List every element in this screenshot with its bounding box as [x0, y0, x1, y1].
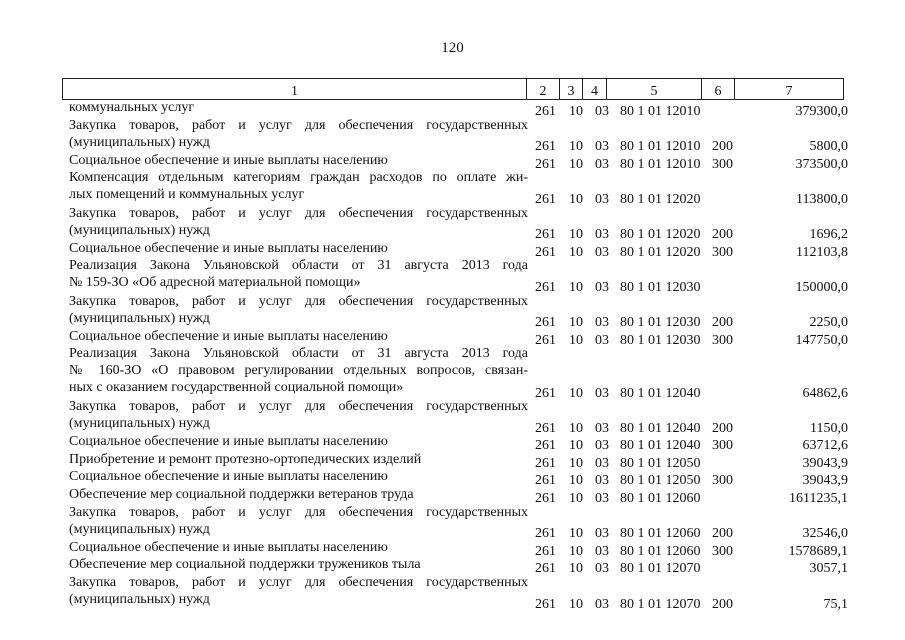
amount-cell: 1696,2 [809, 227, 848, 243]
row-description-line: ных с оказанием государственной социальной помощи» [69, 380, 404, 396]
row-description [69, 539, 528, 556]
target-article-cell: 80 1 01 12010 [620, 104, 701, 119]
row-description-line: Закупка товаров, работ и услуг для обеспечения государственных [69, 117, 528, 133]
section-code-cell: 10 [569, 104, 583, 119]
budget-code-cell: 261 [535, 104, 556, 119]
column-header-row [62, 78, 844, 100]
table-row [0, 486, 905, 507]
subsection-code-cell: 03 [595, 191, 609, 207]
section-code-cell: 10 [569, 191, 583, 207]
row-description [69, 240, 528, 257]
row-description-line: Реализация Закона Ульяновской области от 31 августа 2013 года [69, 258, 528, 274]
subsection-code-cell: 03 [595, 279, 609, 295]
amount-cell: 1150,0 [810, 420, 848, 436]
subsection-code-cell: 03 [595, 473, 609, 489]
subsection-code-cell: 03 [595, 315, 609, 331]
row-description [69, 117, 528, 151]
row-description-line: (муниципальных) нужд [69, 134, 210, 150]
column-header-6: 6 [702, 79, 735, 100]
budget-code-cell: 261 [535, 227, 556, 243]
table-row [0, 451, 905, 469]
expense-type-cell: 200 [712, 139, 733, 155]
table-row [0, 433, 905, 454]
expense-type-cell: 300 [712, 473, 733, 489]
row-description [69, 293, 528, 327]
table-row [0, 574, 905, 612]
expense-type-cell: 300 [712, 543, 733, 559]
row-description [69, 99, 528, 116]
column-header-1: 1 [63, 79, 527, 100]
row-description-line: Компенсация отдельным категориям граждан расходов по оплате жи- [69, 170, 528, 186]
section-code-cell: 10 [569, 420, 583, 436]
row-description-line: Закупка товаров, работ и услуг для обеспечения государственных [69, 205, 528, 221]
amount-cell: 64862,6 [802, 385, 848, 401]
budget-code-cell: 261 [535, 191, 556, 207]
budget-code-cell: 261 [535, 244, 556, 260]
subsection-code-cell: 03 [595, 455, 609, 471]
target-article-cell: 80 1 01 12030 [620, 332, 701, 348]
target-article-cell: 80 1 01 12060 [620, 526, 701, 542]
subsection-code-cell: 03 [595, 526, 609, 542]
column-header-2: 2 [527, 79, 560, 100]
table-row [0, 556, 905, 577]
budget-code-cell: 261 [535, 561, 556, 577]
row-description-line: Социальное обеспечение и иные выплаты населению [69, 539, 388, 555]
subsection-code-cell: 03 [595, 156, 609, 172]
table-row [0, 539, 905, 557]
budget-code-cell: 261 [535, 156, 556, 172]
row-description-line: Закупка товаров, работ и услуг для обеспечения государственных [69, 504, 528, 520]
column-header-4: 4 [583, 79, 607, 100]
subsection-code-cell: 03 [595, 104, 609, 119]
section-code-cell: 10 [569, 315, 583, 331]
table-row [0, 240, 905, 258]
row-description-line: (муниципальных) нужд [69, 592, 210, 608]
section-code-cell: 10 [569, 561, 583, 577]
amount-cell: 39043,9 [802, 473, 848, 489]
row-description [69, 257, 528, 291]
budget-code-cell: 261 [535, 385, 556, 401]
row-description-line: (муниципальных) нужд [69, 310, 210, 326]
amount-cell: 32546,0 [802, 526, 848, 542]
column-header-3: 3 [560, 79, 583, 100]
section-code-cell: 10 [569, 526, 583, 542]
budget-code-cell: 261 [535, 543, 556, 559]
amount-cell: 147750,0 [795, 332, 848, 348]
table-row [0, 152, 905, 170]
page-number: 120 [441, 40, 464, 56]
subsection-code-cell: 03 [595, 227, 609, 243]
target-article-cell: 80 1 01 12010 [620, 156, 701, 172]
amount-cell: 112103,8 [796, 244, 848, 260]
row-description [69, 574, 528, 608]
row-description [69, 504, 528, 538]
subsection-code-cell: 03 [595, 438, 609, 454]
row-description [69, 328, 528, 345]
amount-cell: 1578689,1 [788, 543, 848, 559]
subsection-code-cell: 03 [595, 596, 609, 612]
row-description-line: Обеспечение мер социальной поддержки тружеников тыла [69, 557, 421, 573]
table-row [0, 257, 905, 295]
table-row [0, 345, 905, 401]
target-article-cell: 80 1 01 12030 [620, 279, 701, 295]
row-description [69, 345, 528, 396]
table-row [0, 99, 905, 117]
row-description-line: (муниципальных) нужд [69, 416, 210, 432]
row-description [69, 556, 528, 573]
row-description-line: коммунальных услуг [69, 100, 195, 115]
target-article-cell: 80 1 01 12070 [620, 561, 701, 577]
section-code-cell: 10 [569, 244, 583, 260]
section-code-cell: 10 [569, 227, 583, 243]
row-description-line: Социальное обеспечение и иные выплаты населению [69, 434, 388, 450]
target-article-cell: 80 1 01 12030 [620, 315, 701, 331]
subsection-code-cell: 03 [595, 420, 609, 436]
table-row [0, 205, 905, 243]
section-code-cell: 10 [569, 385, 583, 401]
expense-type-cell: 300 [712, 244, 733, 260]
row-description [69, 433, 528, 450]
amount-cell: 373500,0 [795, 156, 848, 172]
row-description-line: (муниципальных) нужд [69, 222, 210, 238]
column-header-7: 7 [735, 79, 844, 100]
subsection-code-cell: 03 [595, 561, 609, 577]
target-article-cell: 80 1 01 12060 [620, 543, 701, 559]
amount-cell: 1611235,1 [789, 491, 848, 507]
expense-type-cell: 200 [712, 227, 733, 243]
table-row [0, 468, 905, 489]
row-description-line: Обеспечение мер социальной поддержки ветеранов труда [69, 487, 414, 503]
target-article-cell: 80 1 01 12020 [620, 244, 701, 260]
expense-type-cell: 300 [712, 156, 733, 172]
row-description-line: (муниципальных) нужд [69, 521, 210, 537]
subsection-code-cell: 03 [595, 543, 609, 559]
target-article-cell: 80 1 01 12050 [620, 455, 701, 471]
section-code-cell: 10 [569, 543, 583, 559]
row-description [69, 169, 528, 203]
section-code-cell: 10 [569, 156, 583, 172]
table-row [0, 398, 905, 436]
budget-table-body [0, 99, 905, 612]
subsection-code-cell: 03 [595, 244, 609, 260]
budget-code-cell: 261 [535, 473, 556, 489]
row-description-line: № 159-ЗО «Об адресной материальной помощи» [69, 275, 361, 291]
budget-code-cell: 261 [535, 596, 556, 612]
amount-cell: 2250,0 [809, 315, 848, 331]
target-article-cell: 80 1 01 12040 [620, 438, 701, 454]
amount-cell: 39043,9 [802, 455, 848, 471]
row-description-line: № 160-ЗО «О правовом регулировании отдельных вопросов, связан- [69, 363, 528, 379]
row-description-line: Социальное обеспечение и иные выплаты населению [69, 240, 388, 256]
row-description-line: Закупка товаров, работ и услуг для обеспечения государственных [69, 399, 528, 415]
budget-code-cell: 261 [535, 332, 556, 348]
table-row [0, 117, 905, 155]
budget-code-cell: 261 [535, 315, 556, 331]
table-row [0, 293, 905, 331]
target-article-cell: 80 1 01 12050 [620, 473, 701, 489]
section-code-cell: 10 [569, 438, 583, 454]
row-description-line: Социальное обеспечение и иные выплаты населению [69, 469, 388, 485]
amount-cell: 63712,6 [802, 438, 848, 454]
budget-code-cell: 261 [535, 139, 556, 155]
subsection-code-cell: 03 [595, 385, 609, 401]
row-description [69, 468, 528, 485]
row-description [69, 152, 528, 169]
target-article-cell: 80 1 01 12070 [620, 596, 701, 612]
target-article-cell: 80 1 01 12010 [620, 139, 701, 155]
row-description-line: Социальное обеспечение и иные выплаты населению [69, 152, 388, 168]
table-row [0, 169, 905, 207]
budget-code-cell: 261 [535, 455, 556, 471]
row-description [69, 398, 528, 432]
section-code-cell: 10 [569, 491, 583, 507]
amount-cell: 5800,0 [809, 139, 848, 155]
expense-type-cell: 200 [712, 420, 733, 436]
expense-type-cell: 200 [712, 596, 733, 612]
row-description-line: Социальное обеспечение и иные выплаты населению [69, 328, 388, 344]
section-code-cell: 10 [569, 596, 583, 612]
section-code-cell: 10 [569, 332, 583, 348]
row-description-line: Закупка товаров, работ и услуг для обеспечения государственных [69, 575, 528, 591]
row-description [69, 205, 528, 239]
expense-type-cell: 300 [712, 332, 733, 348]
target-article-cell: 80 1 01 12040 [620, 420, 701, 436]
table-row [0, 328, 905, 346]
amount-cell: 113800,0 [796, 191, 848, 207]
table-row [0, 504, 905, 542]
amount-cell: 3057,1 [809, 561, 848, 577]
target-article-cell: 80 1 01 12060 [620, 491, 701, 507]
subsection-code-cell: 03 [595, 332, 609, 348]
column-header-5: 5 [607, 79, 702, 100]
expense-type-cell: 300 [712, 438, 733, 454]
amount-cell: 379300,0 [795, 104, 848, 119]
budget-code-cell: 261 [535, 438, 556, 454]
section-code-cell: 10 [569, 455, 583, 471]
section-code-cell: 10 [569, 279, 583, 295]
budget-code-cell: 261 [535, 526, 556, 542]
row-description [69, 486, 528, 503]
row-description-line: Реализация Закона Ульяновской области от 31 августа 2013 года [69, 346, 528, 362]
row-description-line: Приобретение и ремонт протезно-ортопедических изделий [69, 451, 422, 467]
target-article-cell: 80 1 01 12020 [620, 227, 701, 243]
section-code-cell: 10 [569, 139, 583, 155]
target-article-cell: 80 1 01 12040 [620, 385, 701, 401]
target-article-cell: 80 1 01 12020 [620, 191, 701, 207]
row-description-line: Закупка товаров, работ и услуг для обеспечения государственных [69, 293, 528, 309]
row-description-line: лых помещений и коммунальных услуг [69, 187, 305, 203]
subsection-code-cell: 03 [595, 139, 609, 155]
expense-type-cell: 200 [712, 526, 733, 542]
expense-type-cell: 200 [712, 315, 733, 331]
budget-code-cell: 261 [535, 420, 556, 436]
amount-cell: 150000,0 [795, 279, 848, 295]
budget-code-cell: 261 [535, 491, 556, 507]
section-code-cell: 10 [569, 473, 583, 489]
amount-cell: 75,1 [823, 596, 848, 612]
budget-code-cell: 261 [535, 279, 556, 295]
row-description [69, 451, 528, 468]
subsection-code-cell: 03 [595, 491, 609, 507]
